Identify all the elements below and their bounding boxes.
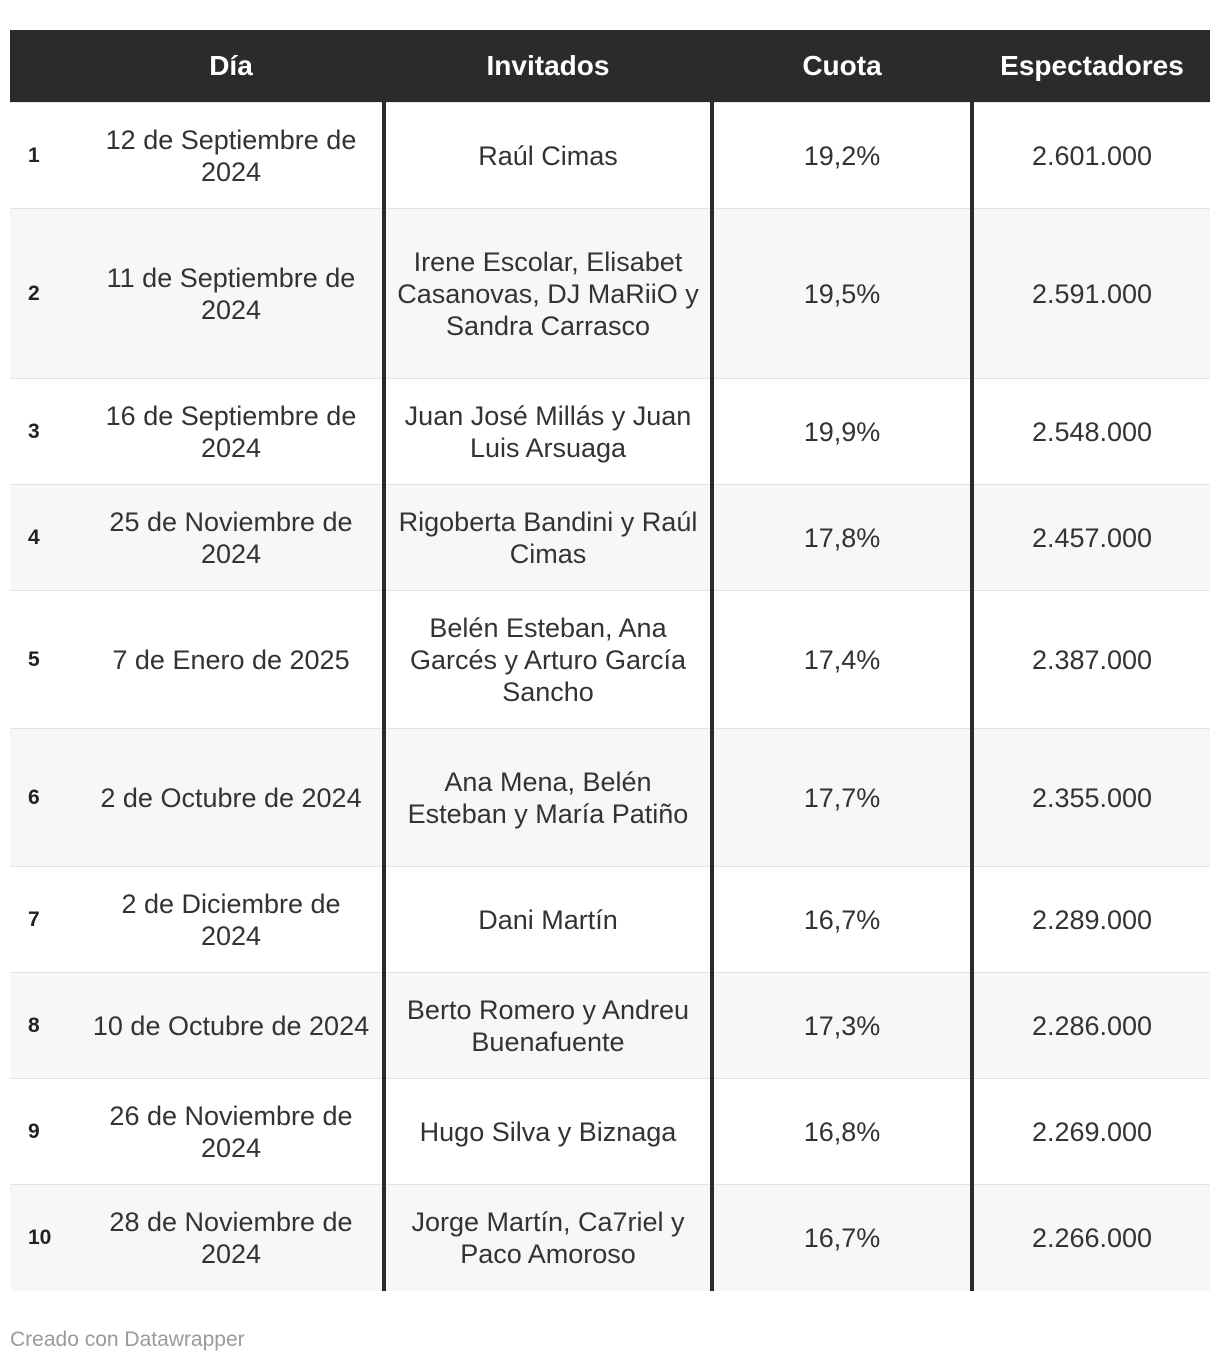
cell-invitados: Belén Esteban, Ana Garcés y Arturo García Sancho [384,591,712,729]
cell-dia: 28 de Noviembre de 2024 [80,1185,384,1291]
table-body [10,103,1210,1291]
table-row [10,1079,1210,1185]
cell-rank: 7 [10,867,80,973]
cell-invitados: Jorge Martín, Ca7riel y Paco Amoroso [384,1185,712,1291]
header-rank [10,30,80,103]
cell-dia: 16 de Septiembre de 2024 [80,379,384,485]
table-row [10,103,1210,209]
cell-dia: 7 de Enero de 2025 [80,591,384,729]
cell-cuota: 16,7% [712,867,972,973]
table-row [10,485,1210,591]
cell-espectadores: 2.266.000 [972,1185,1210,1291]
cell-espectadores: 2.591.000 [972,209,1210,379]
table-row [10,973,1210,1079]
cell-cuota: 19,5% [712,209,972,379]
table-row [10,729,1210,867]
header-invitados[interactable]: Invitados [384,30,712,103]
cell-cuota: 17,3% [712,973,972,1079]
cell-dia: 2 de Diciembre de 2024 [80,867,384,973]
cell-cuota: 19,2% [712,103,972,209]
cell-espectadores: 2.286.000 [972,973,1210,1079]
cell-rank: 4 [10,485,80,591]
cell-espectadores: 2.269.000 [972,1079,1210,1185]
cell-dia: 2 de Octubre de 2024 [80,729,384,867]
cell-espectadores: 2.601.000 [972,103,1210,209]
table-row [10,379,1210,485]
header-espectadores[interactable]: Espectadores [1000,50,1184,81]
cell-rank: 9 [10,1079,80,1185]
header-row [10,30,1210,103]
cell-rank: 2 [10,209,80,379]
cell-rank: 5 [10,591,80,729]
cell-dia: 12 de Septiembre de 2024 [80,103,384,209]
cell-espectadores: 2.457.000 [972,485,1210,591]
cell-espectadores: 2.548.000 [972,379,1210,485]
cell-dia: 26 de Noviembre de 2024 [80,1079,384,1185]
cell-invitados: Berto Romero y Andreu Buenafuente [384,973,712,1079]
cell-invitados: Juan José Millás y Juan Luis Arsuaga [384,379,712,485]
footer-credit: Creado con Datawrapper [10,1328,245,1351]
table-header [10,30,1210,103]
cell-invitados: Rigoberta Bandini y Raúl Cimas [384,485,712,591]
cell-rank: 1 [10,103,80,209]
table-row [10,1185,1210,1291]
cell-dia: 25 de Noviembre de 2024 [80,485,384,591]
table-row [10,867,1210,973]
cell-invitados: Ana Mena, Belén Esteban y María Patiño [384,729,712,867]
cell-dia: 10 de Octubre de 2024 [80,973,384,1079]
cell-cuota: 16,8% [712,1079,972,1185]
table-row [10,591,1210,729]
cell-cuota: 17,8% [712,485,972,591]
cell-espectadores: 2.355.000 [972,729,1210,867]
cell-rank: 8 [10,973,80,1079]
cell-cuota: 17,4% [712,591,972,729]
cell-cuota: 16,7% [712,1185,972,1291]
table-row [10,209,1210,379]
cell-rank: 3 [10,379,80,485]
cell-rank: 10 [10,1185,80,1291]
cell-invitados: Dani Martín [384,867,712,973]
cell-invitados: Irene Escolar, Elisabet Casanovas, DJ MaRiiO y Sandra Carrasco [384,209,712,379]
header-cuota[interactable]: Cuota [712,30,972,103]
cell-cuota: 19,9% [712,379,972,485]
cell-invitados: Hugo Silva y Biznaga [384,1079,712,1185]
cell-espectadores: 2.387.000 [972,591,1210,729]
cell-dia: 11 de Septiembre de 2024 [80,209,384,379]
ratings-table [10,30,1210,1291]
header-dia[interactable]: Día [80,30,384,103]
cell-invitados: Raúl Cimas [384,103,712,209]
cell-rank: 6 [10,729,80,867]
ratings-table-container [10,30,1210,1291]
cell-cuota: 17,7% [712,729,972,867]
cell-espectadores: 2.289.000 [972,867,1210,973]
